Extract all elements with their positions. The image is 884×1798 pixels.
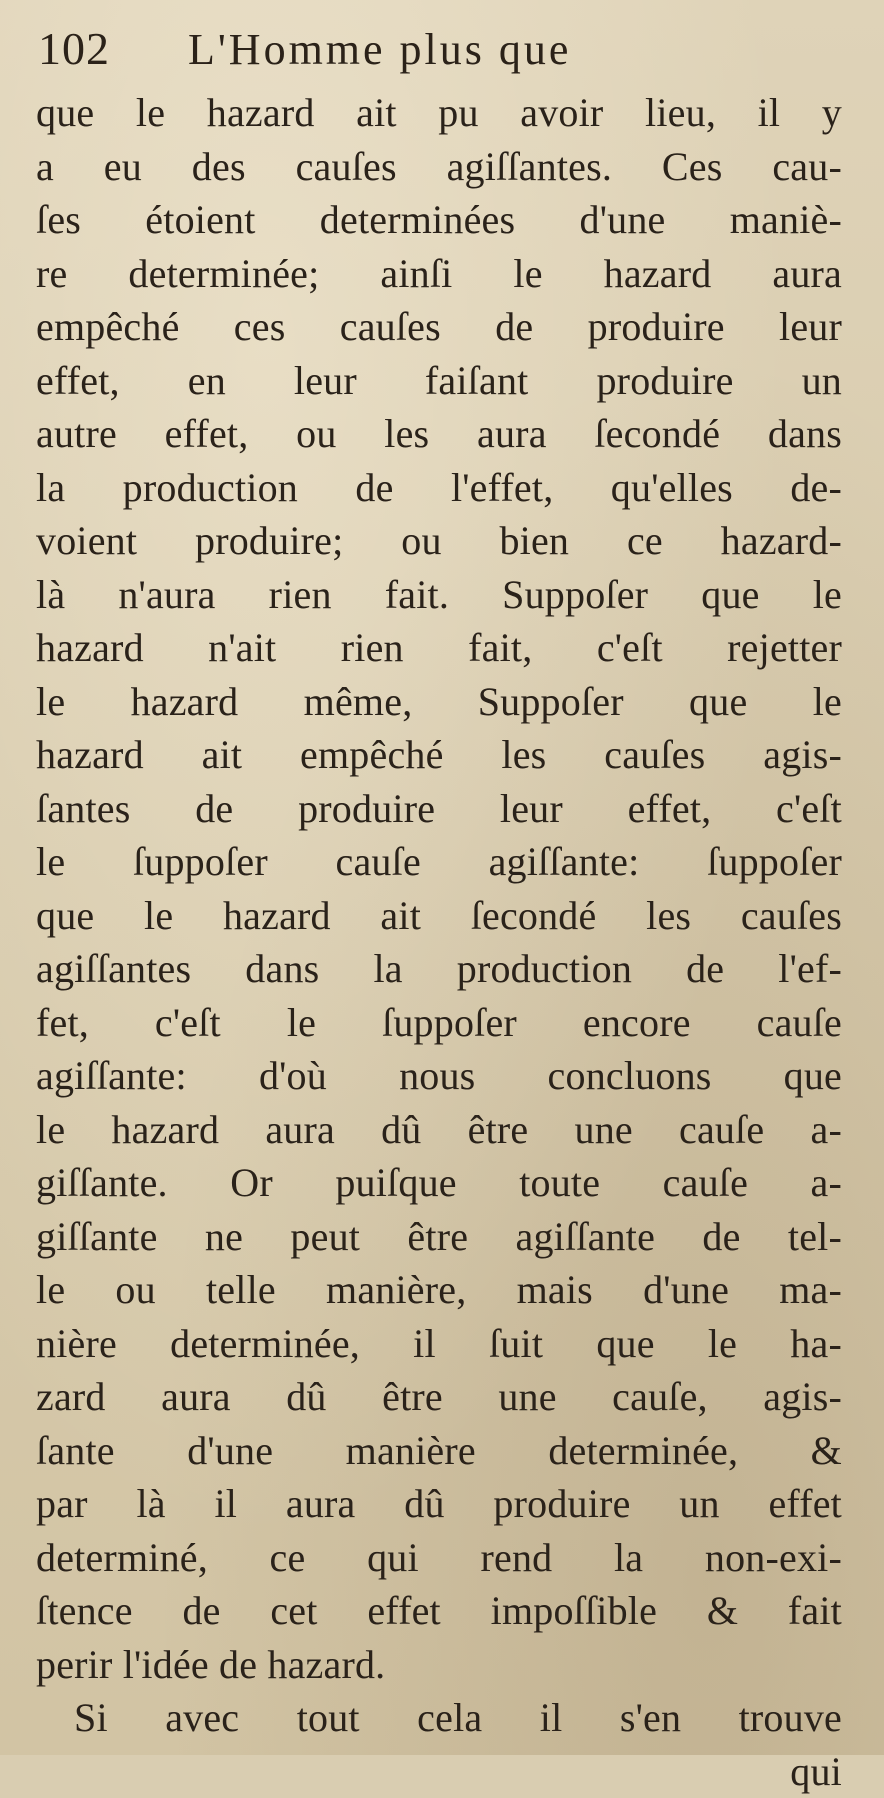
text-line: zard aura dû être une cauſe, agis- bbox=[36, 1370, 842, 1424]
text-line: ſante d'une manière determinée, & bbox=[36, 1424, 842, 1478]
running-head: L'Homme plus que bbox=[188, 24, 571, 75]
text-line: voient produire; ou bien ce hazard- bbox=[36, 514, 842, 568]
text-line: ſes étoient determinées d'une maniè- bbox=[36, 193, 842, 247]
text-line: empêché ces cauſes de produire leur bbox=[36, 300, 842, 354]
text-line: le hazard même, Suppoſer que le bbox=[36, 675, 842, 729]
page-number: 102 bbox=[38, 22, 188, 75]
text-line: hazard n'ait rien fait, c'eſt rejetter bbox=[36, 621, 842, 675]
text-line: ſantes de produire leur effet, c'eſt bbox=[36, 782, 842, 836]
text-line: perir l'idée de hazard. bbox=[36, 1638, 842, 1692]
paragraph-start-line: Si avec tout cela il s'en trouve bbox=[36, 1691, 842, 1745]
text-line: le hazard aura dû être une cauſe a- bbox=[36, 1103, 842, 1157]
text-line: agiſſante: d'où nous concluons que bbox=[36, 1049, 842, 1103]
text-line: que le hazard ait pu avoir lieu, il y bbox=[36, 86, 842, 140]
text-line: autre effet, ou les aura ſecondé dans bbox=[36, 407, 842, 461]
body-text bbox=[36, 86, 842, 1798]
page-header bbox=[38, 22, 844, 82]
catchword: qui bbox=[36, 1745, 842, 1798]
text-line: effet, en leur faiſant produire un bbox=[36, 354, 842, 408]
text-line: giſſante ne peut être agiſſante de tel- bbox=[36, 1210, 842, 1264]
text-line: la production de l'effet, qu'elles de- bbox=[36, 461, 842, 515]
text-line: par là il aura dû produire un effet bbox=[36, 1477, 842, 1531]
text-line: determiné, ce qui rend la non-exi- bbox=[36, 1531, 842, 1585]
text-line: là n'aura rien fait. Suppoſer que le bbox=[36, 568, 842, 622]
text-line: ſtence de cet effet impoſſible & fait bbox=[36, 1584, 842, 1638]
text-line: re determinée; ainſi le hazard aura bbox=[36, 247, 842, 301]
text-line: hazard ait empêché les cauſes agis- bbox=[36, 728, 842, 782]
text-line: a eu des cauſes agiſſantes. Ces cau- bbox=[36, 140, 842, 194]
text-line: nière determinée, il ſuit que le ha- bbox=[36, 1317, 842, 1371]
text-line: le ou telle manière, mais d'une ma- bbox=[36, 1263, 842, 1317]
text-line: agiſſantes dans la production de l'ef- bbox=[36, 942, 842, 996]
text-line: le ſuppoſer cauſe agiſſante: ſuppoſer bbox=[36, 835, 842, 889]
text-line: que le hazard ait ſecondé les cauſes bbox=[36, 889, 842, 943]
text-line: fet, c'eſt le ſuppoſer encore cauſe bbox=[36, 996, 842, 1050]
text-line: giſſante. Or puiſque toute cauſe a- bbox=[36, 1156, 842, 1210]
